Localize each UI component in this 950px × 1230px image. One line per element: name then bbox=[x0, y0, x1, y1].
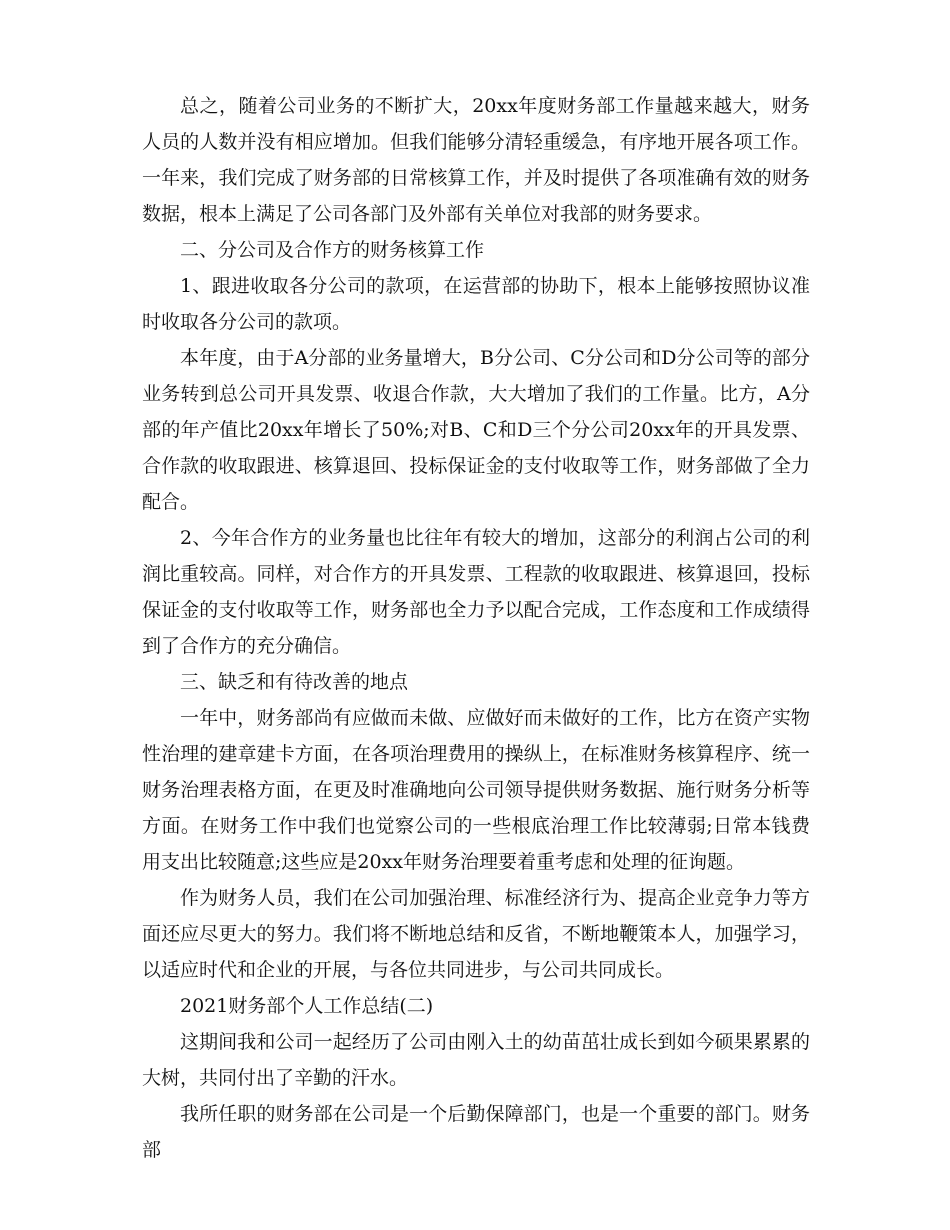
paragraph-partner-business: 2、今年合作方的业务量也比往年有较大的增加，这部分的利润占公司的利润比重较高。同样，对合作方的开具发票、工程款的收取跟进、核算退回，投标保证金的支付收取等工作，财务部也全力予以配合完成，工作态度和工作成绩得到了合作方的充分确信。 bbox=[142, 527, 810, 657]
paragraph-outlook: 作为财务人员，我们在公司加强治理、标准经济行为、提高企业竞争力等方面还应尽更大的努力。我们将不断地总结和反省，不断地鞭策本人，加强学习，以适应时代和企业的开展，与各位共同进步，与公司共同成长。 bbox=[142, 887, 810, 981]
paragraph-experience: 这期间我和公司一起经历了公司由刚入土的幼苗茁壮成长到如今硕果累累的大树，共同付出了辛勤的汗水。 bbox=[142, 1031, 810, 1089]
paragraph-collection: 1、跟进收取各分公司的款项，在运营部的协助下，根本上能够按照协议准时收取各分公司的款项。 bbox=[142, 275, 810, 333]
section-heading-summary-two: 2021财务部个人工作总结(二) bbox=[180, 995, 434, 1017]
document-body bbox=[142, 88, 810, 1168]
paragraph-annual-workload: 本年度，由于A分部的业务量增大，B分公司、C分公司和D分公司等的部分业务转到总公司开具发票、收退合作款，大大增加了我们的工作量。比方，A分部的年产值比20xx年增长了50%;对B、C和D三个分公司20xx年的开具发票、合作款的收取跟进、核算退回、投标保证金的支付收取等工作，财务部做了全力配合。 bbox=[142, 347, 810, 513]
section-heading-shortcomings: 三、缺乏和有待改善的地点 bbox=[180, 671, 409, 693]
paragraph-shortcomings-detail: 一年中，财务部尚有应做而未做、应做好而未做好的工作，比方在资产实物性治理的建章建卡方面，在各项治理费用的操纵上，在标准财务核算程序、统一财务治理表格方面，在更及时准确地向公司领导提供财务数据、施行财务分析等方面。在财务工作中我们也觉察公司的一些根底治理工作比较薄弱;日常本钱费用支出比较随意;这些应是20xx年财务治理要着重考虑和处理的征询题。 bbox=[142, 707, 810, 873]
section-heading-branch-accounting: 二、分公司及合作方的财务核算工作 bbox=[180, 239, 485, 261]
paragraph-summary: 总之，随着公司业务的不断扩大，20xx年度财务部工作量越来越大，财务人员的人数并没有相应增加。但我们能够分清轻重缓急，有序地开展各项工作。一年来，我们完成了财务部的日常核算工作，并及时提供了各项准确有效的财务数据，根本上满足了公司各部门及外部有关单位对我部的财务要求。 bbox=[142, 95, 810, 225]
paragraph-department-role: 我所任职的财务部在公司是一个后勤保障部门，也是一个重要的部门。财务部 bbox=[142, 1103, 810, 1161]
